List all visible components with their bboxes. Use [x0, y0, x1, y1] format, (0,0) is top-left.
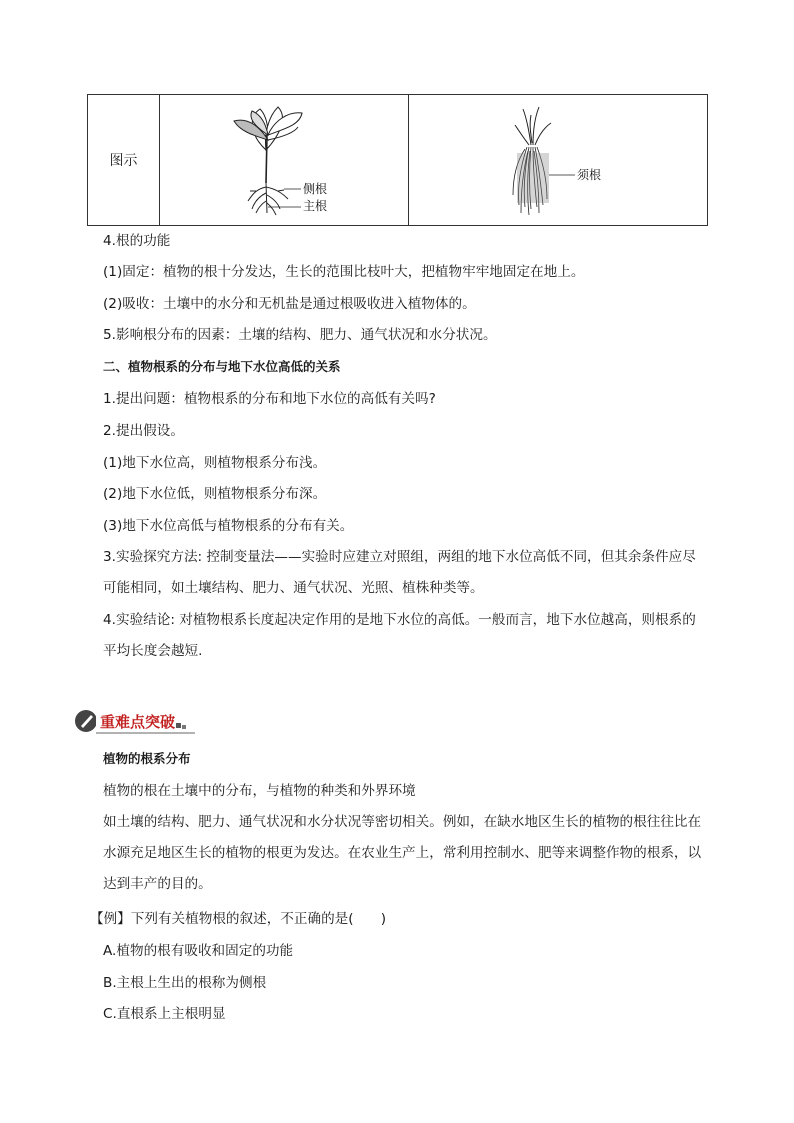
- option-c: C.直根系上主根明显: [103, 1006, 226, 1022]
- line-absorption: (2)吸收：土壤中的水分和无机盐是通过根吸收进入植物体的。: [103, 296, 476, 312]
- fibrous-root-plant-illustration: [409, 95, 707, 221]
- taproot-cell: [160, 95, 409, 226]
- paragraph-conclusion: 4.实验结论: 对植物根系长度起决定作用的是地下水位的高低。一般而言，地下水位越高，则根系的平均长度会越短.: [103, 612, 696, 659]
- line-hypothesis-3: (3)地下水位高低与植物根系的分布有关。: [103, 518, 354, 534]
- root-diagram-table: [87, 94, 708, 226]
- option-a: A.植物的根有吸收和固定的功能: [103, 943, 294, 959]
- example-question: 【例】下列有关植物根的叙述，不正确的是( ): [90, 911, 387, 927]
- table-label-cell: [88, 95, 160, 226]
- line-hypothesis-2: (2)地下水位低，则植物根系分布深。: [103, 486, 327, 502]
- line-distribution-factors: 5.影响根分布的因素：土壤的结构、肥力、通气状况和水分状况。: [103, 327, 497, 343]
- heading-root-function: 4.根的功能: [103, 233, 171, 249]
- heading-section-two: 二、植物根系的分布与地下水位高低的关系: [103, 359, 341, 374]
- paragraph-root-distribution: 如土壤的结构、肥力、通气状况和水分状况等密切相关。例如，在缺水地区生长的植物的根往往比在水源充足地区生长的植物的根更为发达。在农业生产上，常利用控制水、肥等来调整作物的根系，以达到丰产的目的。: [103, 814, 702, 892]
- section-badge-text: 重难点突破: [100, 713, 176, 731]
- main-root-label: 主根: [303, 199, 328, 213]
- option-b: B.主根上生出的根称为侧根: [103, 975, 267, 991]
- paragraph-method: 3.实验探究方法: 控制变量法——实验时应建立对照组，两组的地下水位高低不同，但其余条件应尽可能相同，如土壤结构、肥力、通气状况、光照、植株种类等。: [103, 549, 696, 596]
- fibrous-root-cell: [409, 95, 708, 226]
- section-title: 植物的根系分布: [103, 751, 191, 766]
- section-badge: [72, 706, 197, 738]
- table-label: 图示: [109, 153, 138, 169]
- line-hypothesis: 2.提出假设。: [103, 423, 184, 439]
- line-hypothesis-1: (1)地下水位高，则植物根系分布浅。: [103, 455, 327, 471]
- section-intro: 植物的根在土壤中的分布，与植物的种类和外界环境: [103, 783, 416, 799]
- line-question: 1.提出问题：植物根系的分布和地下水位的高低有关吗?: [103, 391, 436, 407]
- line-fixation: (1)固定：植物的根十分发达，生长的范围比枝叶大，把植物牢牢地固定在地上。: [103, 264, 585, 280]
- fibrous-root-label: 须根: [577, 168, 602, 182]
- taproot-plant-illustration: [160, 95, 408, 221]
- lateral-root-label: 侧根: [303, 182, 328, 196]
